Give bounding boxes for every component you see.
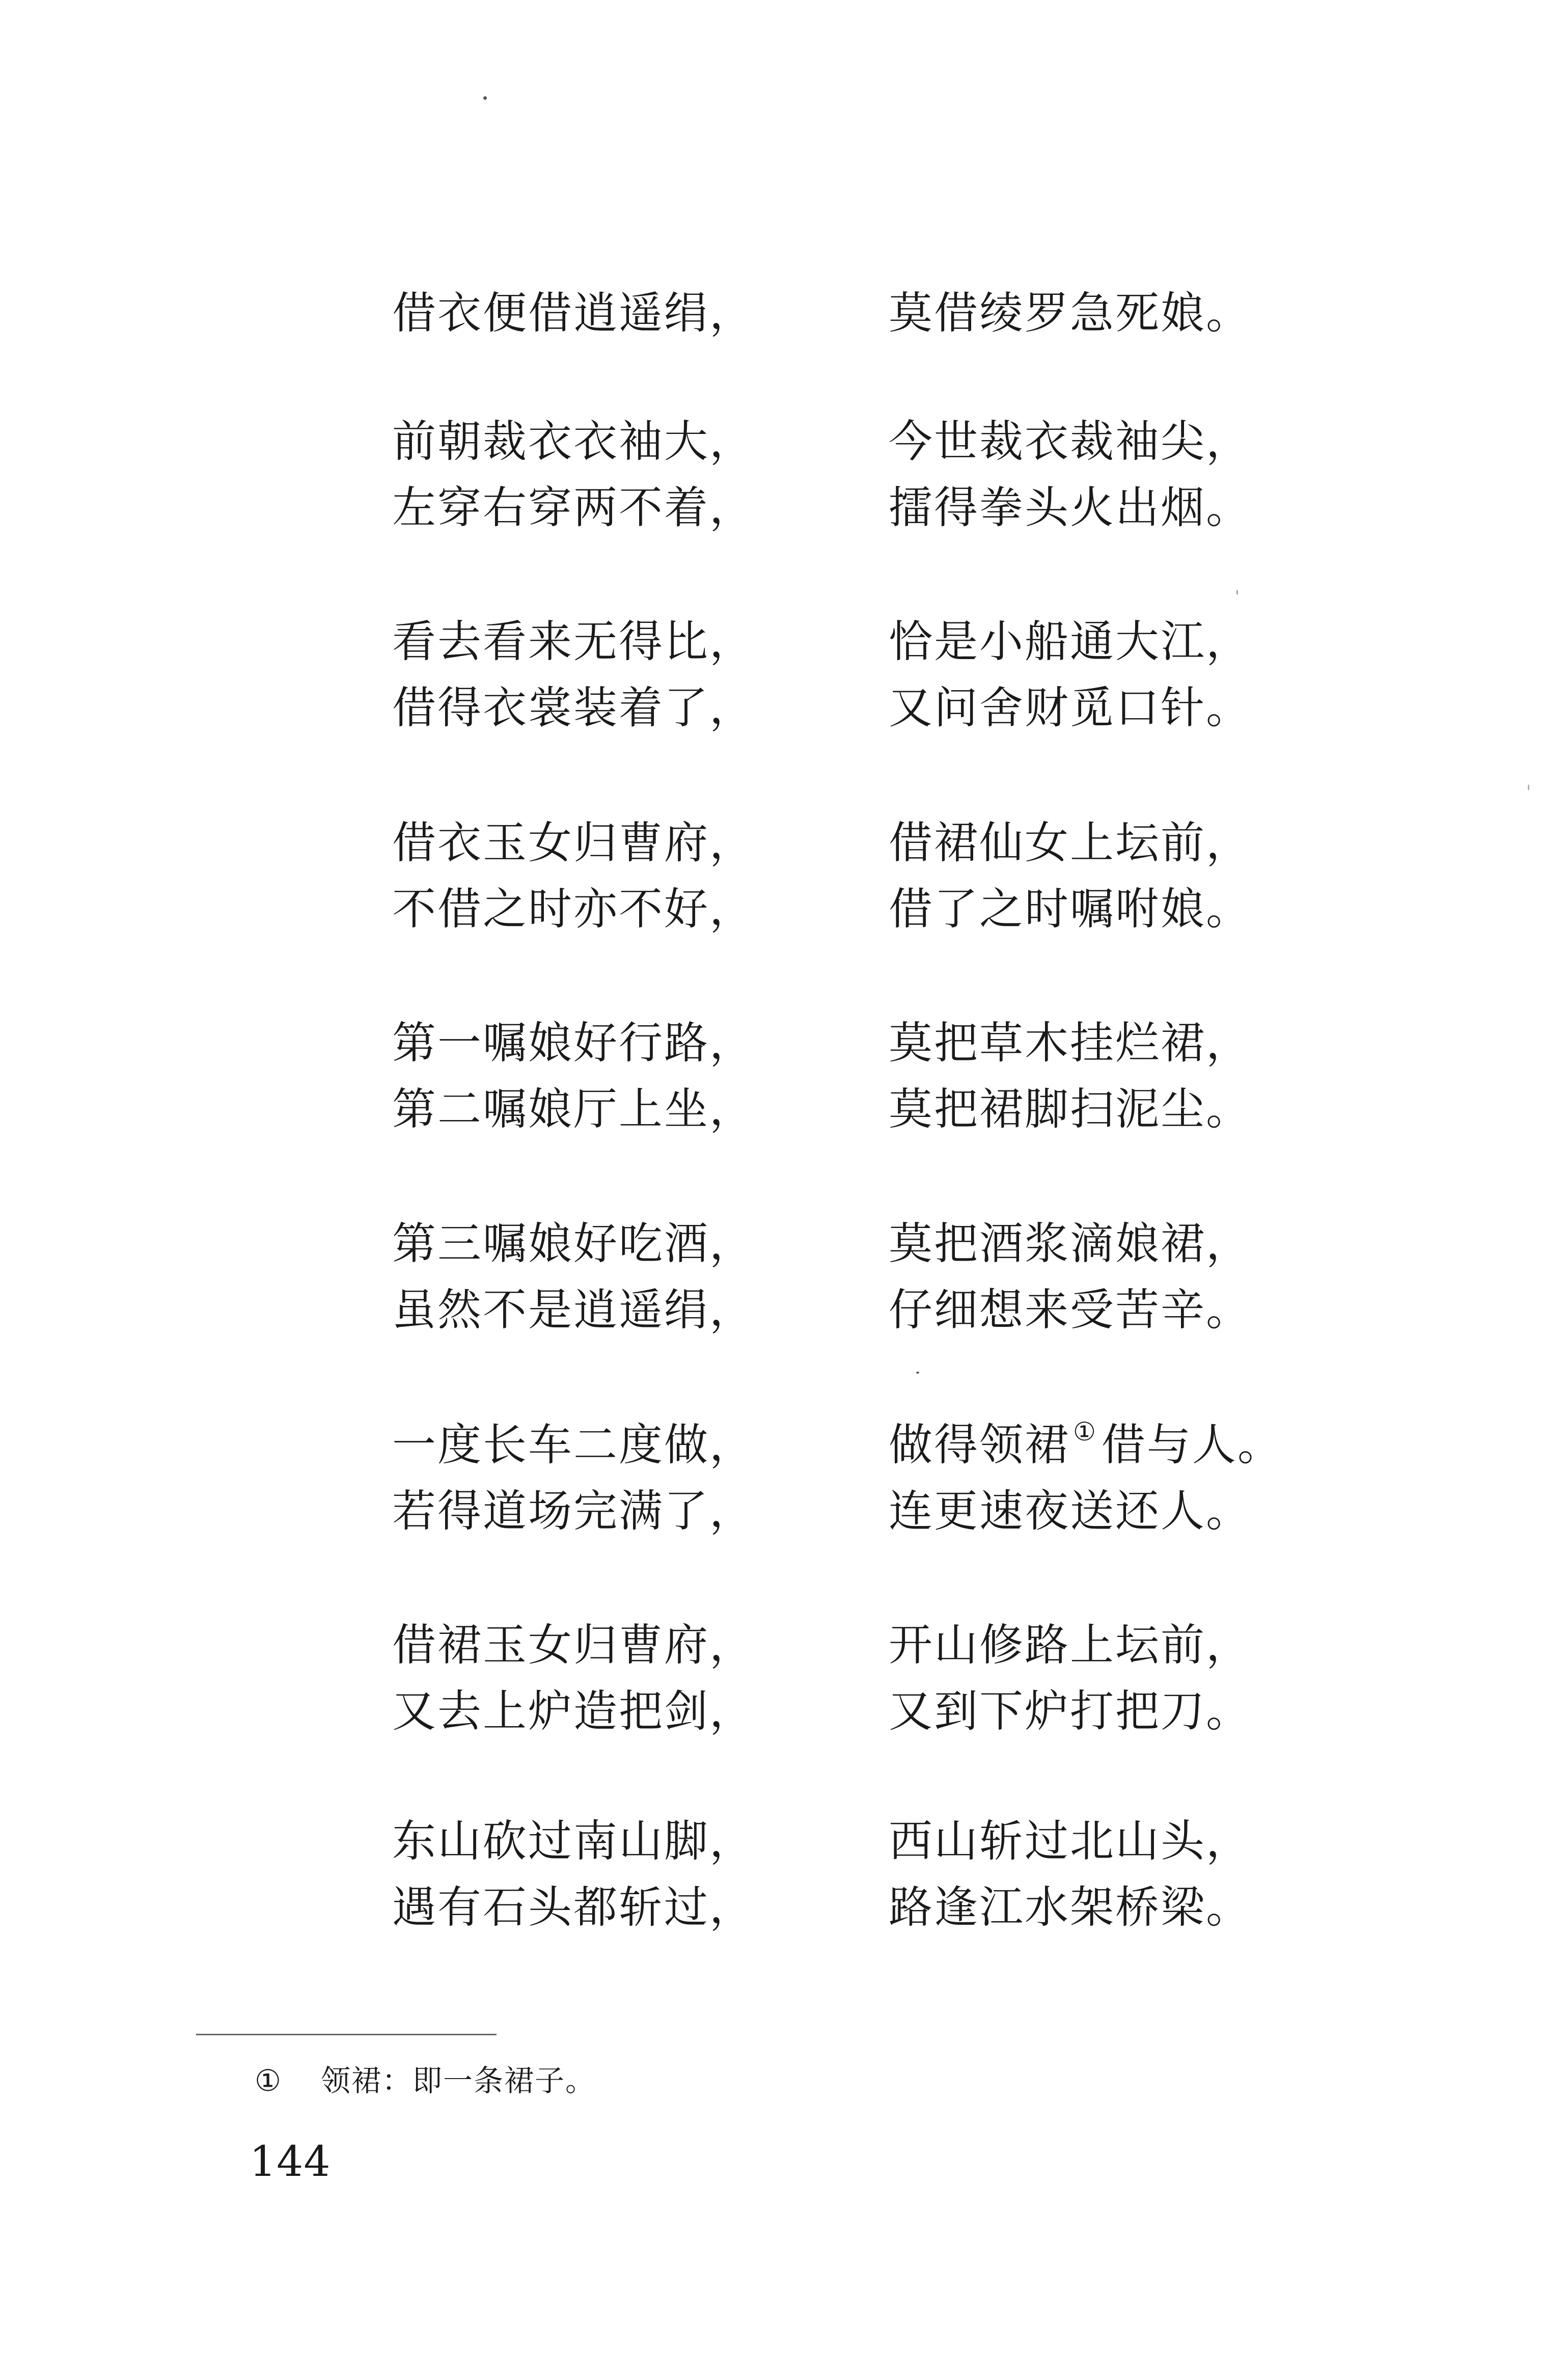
verse-line-right: 借了之时嘱咐娘。: [889, 884, 1251, 935]
verse-line-right: 仔细想来受苦辛。: [889, 1285, 1251, 1335]
verse-line-left: 第二嘱娘厅上坐，: [392, 1084, 755, 1135]
verse-line-right: 今世裁衣裁袖尖，: [889, 416, 1251, 467]
verse-line-left: 借得衣裳装着了，: [392, 683, 755, 733]
verse-text: 借与人。: [1101, 1420, 1283, 1470]
verse-line-right: 连更速夜送还人。: [889, 1486, 1251, 1537]
scan-speck: [1528, 784, 1529, 790]
footnote-reference[interactable]: ①: [1073, 1417, 1097, 1447]
verse-line-left: 虽然不是逍遥绢，: [392, 1285, 755, 1335]
verse-line-right: 擂得拳头火出烟。: [889, 482, 1251, 533]
verse-line-right: 莫把裙脚扫泥尘。: [889, 1084, 1251, 1135]
verse-line-right: 恰是小船通大江，: [889, 616, 1251, 667]
verse-line-left: 遇有石头都斩过，: [392, 1882, 755, 1933]
footnote: [255, 2058, 596, 2104]
verse-line-right: 又到下炉打把刀。: [889, 1686, 1251, 1737]
verse-line-left: 借裙玉女归曹府，: [392, 1620, 755, 1671]
verse-line-left: 又去上炉造把剑，: [392, 1686, 755, 1737]
verse-line-left: 借衣玉女归曹府，: [392, 817, 755, 868]
verse-line-left: 第一嘱娘好行路，: [392, 1018, 755, 1069]
verse-text: 做得领裙: [889, 1420, 1070, 1470]
verse-line-right: 西山斩过北山头，: [889, 1816, 1251, 1867]
verse-line-left: 左穿右穿两不着，: [392, 482, 755, 533]
verse-line-left: 东山砍过南山脚，: [392, 1816, 755, 1867]
verse-line-left: 借衣便借逍遥绢，: [392, 288, 755, 339]
verse-line-left: 前朝裁衣衣袖大，: [392, 416, 755, 467]
page-number: 144: [250, 2138, 331, 2186]
footnote-number: ①: [255, 2063, 282, 2098]
verse-line-left: 若得道场完满了，: [392, 1486, 755, 1537]
scan-speck: [1236, 590, 1238, 595]
footnote-divider: [196, 2034, 497, 2035]
scan-speck: [483, 96, 487, 100]
verse-line-right: 又问舍财觅口针。: [889, 683, 1251, 733]
verse-line-right: 路逢江水架桥梁。: [889, 1882, 1251, 1933]
scan-speck: [916, 1372, 919, 1374]
verse-line-right: 莫把酒浆滴娘裙，: [889, 1218, 1251, 1269]
verse-line-right: 莫借绫罗急死娘。: [889, 288, 1251, 339]
verse-line-left: 看去看来无得比，: [392, 616, 755, 667]
verse-line-right: 莫把草木挂烂裙，: [889, 1018, 1251, 1069]
verse-line-left: 一度长车二度做，: [392, 1420, 755, 1470]
verse-line-right: 借裙仙女上坛前，: [889, 817, 1251, 868]
verse-line-left: 不借之时亦不好，: [392, 884, 755, 935]
verse-line-left: 第三嘱娘好吃酒，: [392, 1218, 755, 1269]
verse-line-right: 开山修路上坛前，: [889, 1620, 1251, 1671]
verse-line-right-with-footnote: [889, 1414, 1283, 1476]
footnote-text: 领裙：即一条裙子。: [321, 2063, 596, 2098]
